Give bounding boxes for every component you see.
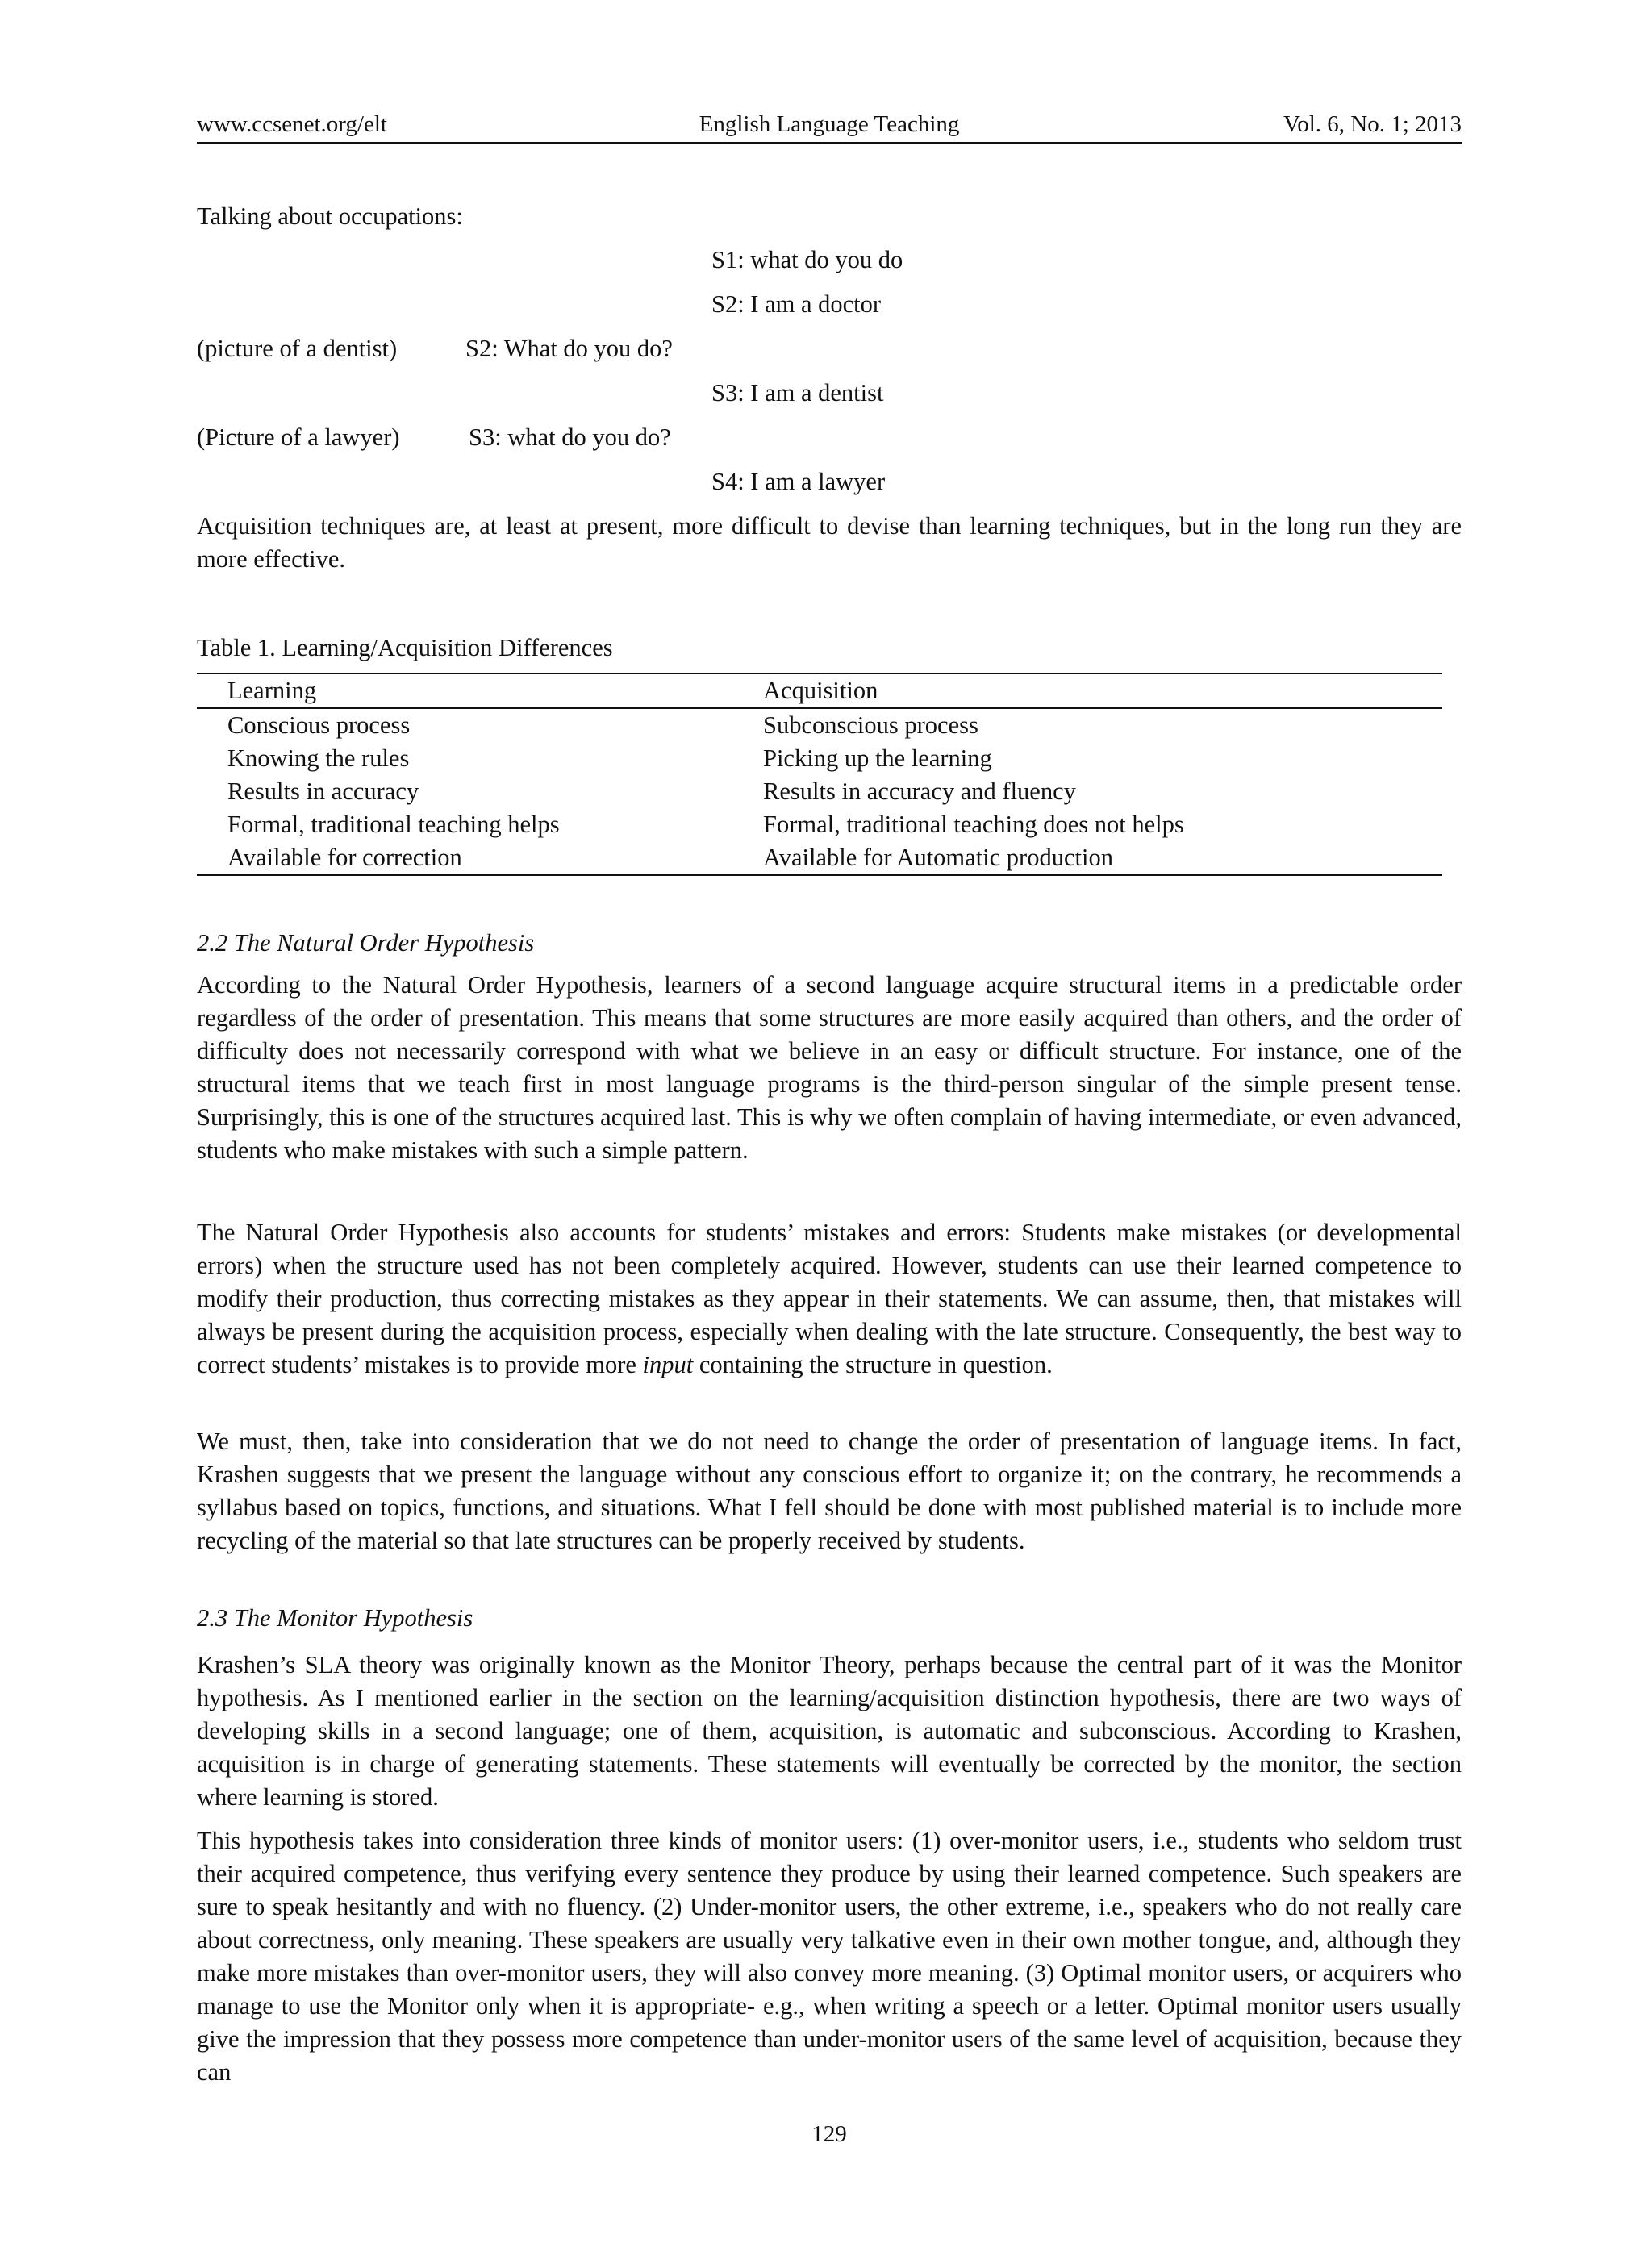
dialogue-prompt: (Picture of a lawyer) [197,423,400,451]
learning-acquisition-table [197,673,1442,876]
natural-order-paragraph-2 [197,1216,1462,1382]
natural-order-paragraph-1: According to the Natural Order Hypothesis, learners of a second language acquire structural items in a predictable order regardless of the order of presentation. This means that some structures are more easily acquired than others, and the order of difficulty does not necessarily correspond with what we believe in an easy or difficult structure. For instance, one of the structural items that we teach first in most language programs is the third-person singular of the simple present tense. Surprisingly, this is one of the structures acquired last. This is why we often complain of having intermediate, or even advanced, students who make mistakes with such a simple pattern. [197,971,1462,1164]
header-url: www.ccsenet.org/elt [197,111,387,137]
dialogue-line: S4: I am a lawyer [711,468,886,495]
table-cell: Formal, traditional teaching helps [227,811,560,838]
table-header-learning: Learning [197,673,763,708]
natural-order-paragraph-3: We must, then, take into consideration that we do not need to change the order of presentation of language items. In fact, Krashen suggests that we present the language without any conscious effort to organize it; on the contrary, he recommends a syllabus based on topics, functions, and situations. What I fell should be done with most published material is to include more recycling of the material so that late structures can be properly received by students. [197,1428,1462,1554]
table-header-acquisition: Acquisition [763,673,1442,708]
section-heading-monitor: 2.3 The Monitor Hypothesis [197,1604,473,1632]
table-caption: Table 1. Learning/Acquisition Differences [197,634,613,661]
section-heading-natural-order: 2.2 The Natural Order Hypothesis [197,929,535,957]
monitor-paragraph-2: This hypothesis takes into consideration three kinds of monitor users: (1) over-monitor users, i.e., students who seldom trust their acquired competence, thus verifying every sentence they produce by using their learned competence. Such speakers are sure to speak hesitantly and with no fluency. (2) Under-monitor users, the other extreme, i.e., speakers who do not really care about correctness, only meaning. These speakers are usually very talkative even in their own mother tongue, and, although they make more mistakes than over-monitor users, they will also convey more meaning. (3) Optimal monitor users, or acquirers who manage to use the Monitor only when it is appropriate- e.g., when writing a speech or a letter. Optimal monitor users usually give the impression that they possess more competence than under-monitor users of the same level of acquisition, because they can [197,1827,1462,2086]
emphasis-input: input [642,1351,694,1378]
acquisition-note: Acquisition techniques are, at least at present, more difficult to devise than learning techniques, but in the long run they are more effective. [197,512,1462,573]
dialogue-intro: Talking about occupations: [197,202,463,230]
table-cell: Picking up the learning [763,744,992,772]
header-volume: Vol. 6, No. 1; 2013 [1283,111,1462,137]
dialogue-line: S2: What do you do? [465,335,673,362]
table-cell: Results in accuracy and fluency [763,778,1076,805]
dialogue-line: S2: I am a doctor [711,290,882,318]
table-row [197,841,1442,875]
monitor-paragraph-1: Krashen’s SLA theory was originally known as the Monitor Theory, perhaps because the central part of it was the Monitor hypothesis. As I mentioned earlier in the section on the learning/acquisition distinction hypothesis, there are two ways of developing skills in a second language; one of them, acquisition, is automatic and subconscious. According to Krashen, acquisition is in charge of generating statements. These statements will eventually be corrected by the monitor, the section where learning is stored. [197,1651,1462,1811]
paragraph-text: containing the structure in question. [693,1351,1053,1378]
table-cell: Results in accuracy [227,778,419,805]
running-header [197,108,1462,144]
dialogue-prompt: (picture of a dentist) [197,335,398,362]
dialogue-line: S3: what do you do? [469,423,671,451]
table-cell: Formal, traditional teaching does not helps [763,811,1184,838]
table-row [197,808,1442,841]
header-journal-title: English Language Teaching [699,111,960,137]
table-row [197,708,1442,742]
table-cell: Available for correction [197,841,763,875]
table-row [197,775,1442,808]
page-number: 129 [811,2121,847,2147]
table-cell: Available for Automatic production [763,841,1442,875]
table-cell: Conscious process [227,711,411,739]
table-row [197,742,1442,775]
table-cell: Knowing the rules [227,744,410,772]
table-cell: Subconscious process [763,711,978,739]
dialogue-line: S3: I am a dentist [711,379,884,406]
paragraph-text: The Natural Order Hypothesis also accounts for students’ mistakes and errors: Students make mistakes (or developmental errors) when the structure used has not been completely acquired. However, students can use their learned competence to modify their production, thus correcting mistakes as they appear in their statements. We can assume, then, that mistakes will always be present during the acquisition process, especially when dealing with the late structure. Consequently, the best way to correct students’ mistakes is to provide more [197,1219,1462,1378]
table-header-row [197,673,1442,708]
dialogue-line: S1: what do you do [711,246,903,273]
